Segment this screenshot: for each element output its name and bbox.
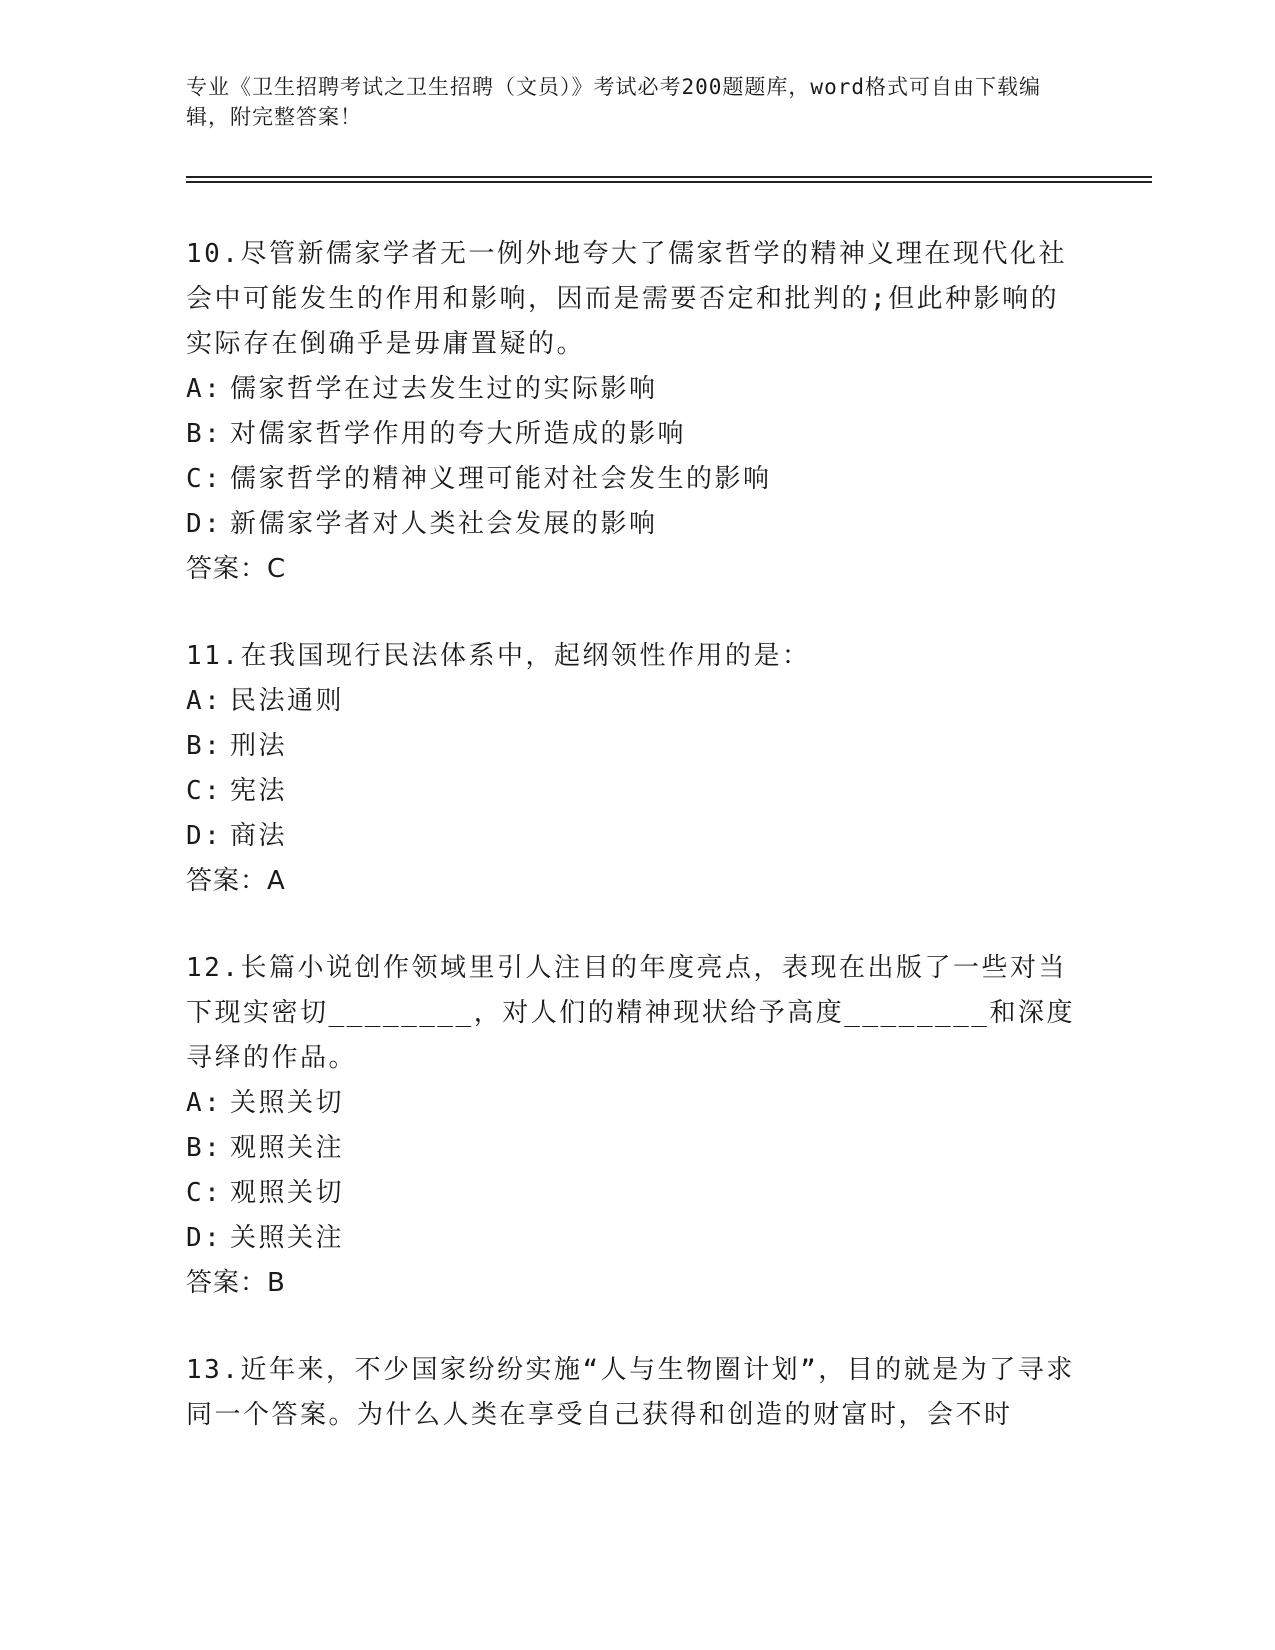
option-label: A: [186,686,223,716]
option-text: 关照关注 [230,1223,345,1253]
option-text: 对儒家哲学作用的夸大所造成的影响 [230,419,687,449]
option-d [186,502,1086,547]
option-text: 民法通则 [230,686,345,716]
option-label: B: [186,731,223,761]
option-label: D: [186,509,223,539]
option-d [186,1216,1086,1261]
option-a [186,679,1086,724]
option-label: C: [186,464,223,494]
option-a [186,1081,1086,1126]
option-b [186,724,1086,769]
header-divider-top [186,176,1152,178]
option-a [186,367,1086,412]
option-label: A: [186,374,223,404]
option-label: B: [186,419,223,449]
option-text: 商法 [230,821,288,851]
option-c [186,457,1086,502]
answer: 答案：B [186,1268,286,1298]
option-b [186,1126,1086,1171]
option-text: 宪法 [230,776,288,806]
option-c [186,1171,1086,1216]
question-12 [186,946,1086,1306]
option-label: A: [186,1088,223,1118]
option-text: 观照关注 [230,1133,345,1163]
option-c [186,769,1086,814]
option-label: D: [186,821,223,851]
option-label: C: [186,1178,223,1208]
answer: 答案：C [186,554,287,584]
option-b [186,412,1086,457]
option-text: 新儒家学者对人类社会发展的影响 [230,509,658,539]
header-text: 专业《卫生招聘考试之卫生招聘（文员）》考试必考200题题库，word格式可自由下载编辑，附完整答案！ [186,75,1041,129]
question-stem: 10.尽管新儒家学者无一例外地夸大了儒家哲学的精神义理在现代化社会中可能发生的作用和影响，因而是需要否定和批判的;但此种影响的实际存在倒确乎是毋庸置疑的。 [186,239,1067,359]
question-stem: 12.长篇小说创作领域里引人注目的年度亮点，表现在出版了一些对当下现实密切________，对人们的精神现状给予高度________和深度寻绎的作品。 [186,953,1075,1073]
option-label: D: [186,1223,223,1253]
option-text: 儒家哲学的精神义理可能对社会发生的影响 [230,464,772,494]
question-11 [186,634,1086,904]
question-stem: 13.近年来，不少国家纷纷实施“人与生物圈计划”，目的就是为了寻求同一个答案。为什么人类在享受自己获得和创造的财富时，会不时 [186,1355,1075,1430]
option-text: 刑法 [230,731,288,761]
header-divider-bottom [186,181,1152,183]
question-list [186,232,1086,1480]
option-text: 儒家哲学在过去发生过的实际影响 [230,374,658,404]
answer: 答案：A [186,866,286,896]
option-text: 观照关切 [230,1178,345,1208]
document-header [186,72,1066,132]
option-label: B: [186,1133,223,1163]
question-stem: 11.在我国现行民法体系中，起纲领性作用的是： [186,641,811,671]
option-d [186,814,1086,859]
option-text: 关照关切 [230,1088,345,1118]
question-13 [186,1348,1086,1438]
question-10 [186,232,1086,592]
option-label: C: [186,776,223,806]
